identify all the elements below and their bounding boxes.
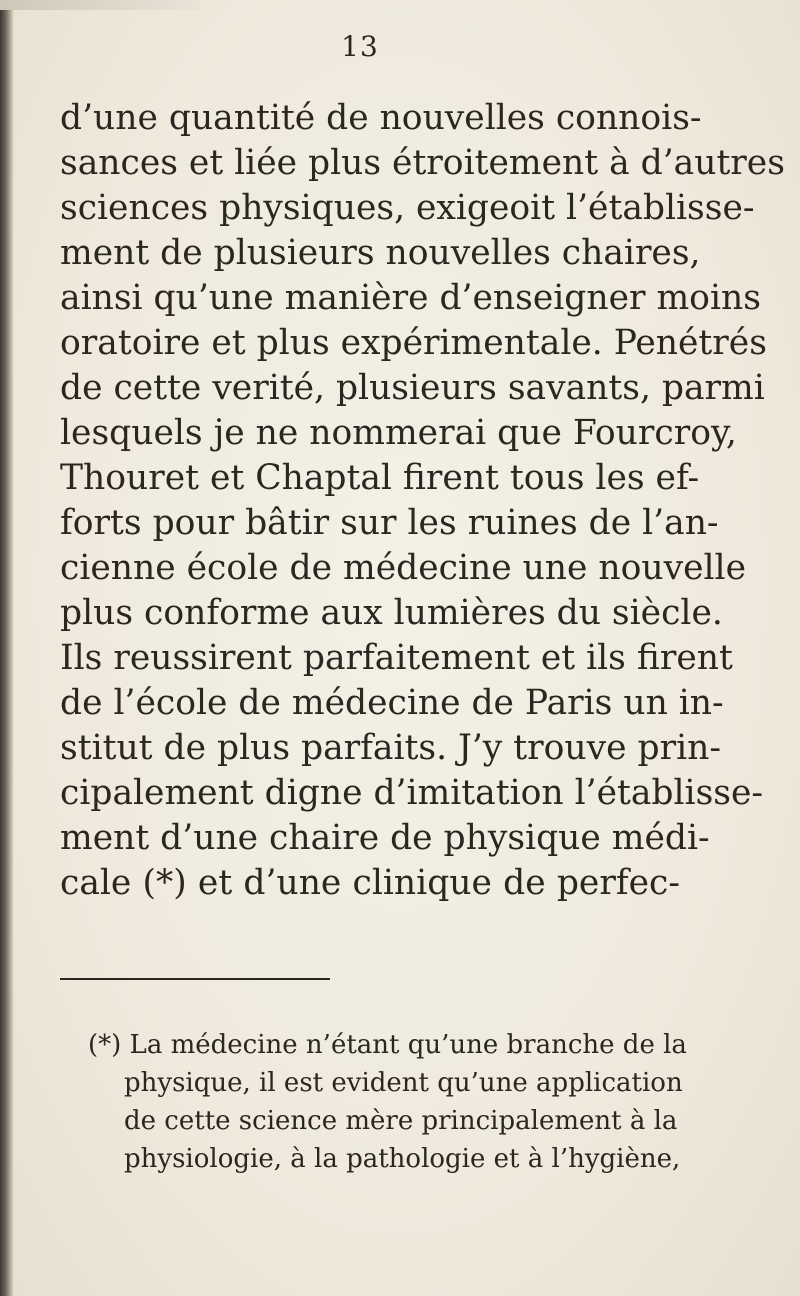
footnote-line: (*) La médecine n’étant qu’une branche de la (88, 1030, 687, 1060)
page-top-edge (0, 0, 200, 10)
page-binding-edge (0, 0, 14, 1296)
footnote-line: physiologie, à la pathologie et à l’hygiène, (124, 1144, 681, 1174)
footnote-line: de cette science mère principalement à la (124, 1106, 678, 1136)
body-line: ainsi qu’une manière d’enseigner moins (60, 278, 761, 318)
body-line: ment de plusieurs nouvelles chaires, (60, 233, 701, 273)
body-line: oratoire et plus expérimentale. Penétrés (60, 323, 767, 363)
page-number: 13 (341, 30, 379, 63)
body-line: sances et liée plus étroitement à d’autres (60, 143, 785, 183)
body-line: stitut de plus parfaits. J’y trouve prin- (60, 728, 721, 768)
body-line: Thouret et Chaptal firent tous les ef- (60, 458, 700, 498)
body-line: lesquels je ne nommerai que Fourcroy, (60, 413, 737, 453)
body-line: ment d’une chaire de physique médi- (60, 818, 710, 858)
body-line: Ils reussirent parfaitement et ils firent (60, 638, 733, 678)
body-line: de l’école de médecine de Paris un in- (60, 683, 724, 723)
body-line: de cette verité, plusieurs savants, parmi (60, 368, 765, 408)
footnote-separator (60, 978, 330, 980)
body-line: cienne école de médecine une nouvelle (60, 548, 747, 588)
body-line: sciences physiques, exigeoit l’établisse- (60, 188, 755, 228)
body-line: cale (*) et d’une clinique de perfec- (60, 863, 680, 903)
body-line: plus conforme aux lumières du siècle. (60, 593, 723, 633)
footnote-line: physique, il est evident qu’une application (124, 1068, 683, 1098)
body-line: forts pour bâtir sur les ruines de l’an- (60, 503, 719, 543)
body-line: cipalement digne d’imitation l’établisse- (60, 773, 764, 813)
body-line: d’une quantité de nouvelles connois- (60, 98, 702, 138)
